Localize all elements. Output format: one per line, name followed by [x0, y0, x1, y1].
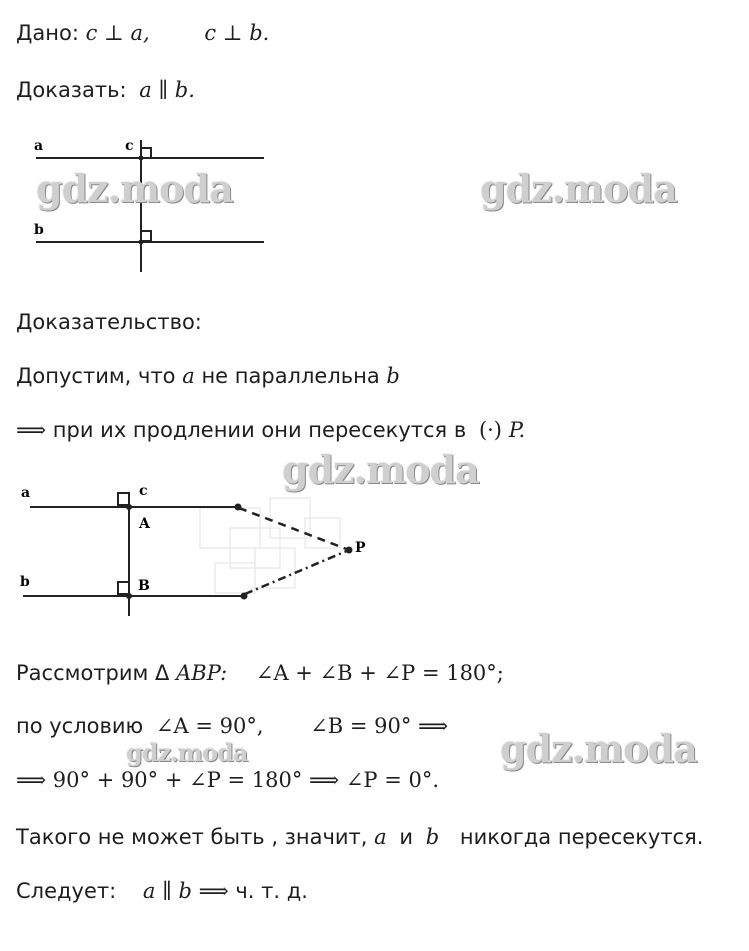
proof-heading: Доказательство: — [16, 310, 202, 334]
implies-line — [16, 417, 525, 443]
consider-equation: ∠A + ∠B + ∠P = 180°; — [255, 661, 504, 685]
faint-grid — [200, 498, 340, 593]
implies-text: при их продлении они пересекутся в — [52, 418, 467, 442]
figure-2-diagram — [15, 478, 375, 618]
given-rel-1: c ⊥ a, — [85, 21, 150, 45]
fig2-label-P: P — [355, 540, 366, 556]
impossible-line — [16, 824, 703, 850]
consider-line — [16, 660, 504, 686]
conclusion-line — [16, 878, 308, 904]
consider-text: Рассмотрим Δ — [16, 661, 170, 685]
result-line: ⟹ 90° + 90° + ∠P = 180° ⟹ ∠P = 0°. — [16, 768, 440, 792]
watermark-4: gdz.moda — [500, 726, 697, 771]
impossible-and: и — [399, 825, 414, 849]
watermark-3: gdz.moda — [282, 447, 479, 492]
impossible-b: b — [425, 825, 440, 849]
fig1-label-c: c — [125, 138, 134, 154]
condition-eq-A: ∠A = 90°, — [155, 714, 264, 738]
watermark-2: gdz.moda — [480, 166, 677, 211]
conclusion-qed: ч. т. д. — [235, 879, 308, 903]
consider-triangle: ABP: — [176, 661, 228, 685]
impossible-text-2: никогда пересекутся. — [459, 825, 704, 849]
assume-line — [16, 363, 400, 389]
impossible-text-1: Такого не может быть , значит, — [16, 825, 368, 849]
given-rel-2: c ⊥ b. — [204, 21, 270, 45]
fig2-label-a: a — [21, 485, 31, 501]
assume-text-1: Допустим, что — [16, 364, 176, 388]
fig1-label-a: a — [34, 138, 44, 154]
conclusion-label: Следует: — [16, 879, 117, 903]
prove-label: Доказать: — [16, 78, 127, 102]
condition-text: по условию — [16, 714, 144, 738]
assume-a: a — [182, 364, 195, 388]
watermark-5: gdz.moda — [126, 738, 248, 767]
fig2-label-b: b — [20, 574, 30, 590]
conclusion-eq: a ∥ b ⟹ — [142, 879, 229, 903]
fig1-label-b: b — [34, 222, 44, 238]
prove-line — [16, 77, 195, 103]
prove-rel: a ∥ b. — [139, 78, 195, 102]
given-label: Дано: — [16, 21, 79, 45]
fig2-label-A: A — [139, 516, 150, 532]
given-line — [16, 20, 269, 46]
watermark-1: gdz.moda — [36, 166, 233, 211]
assume-text-2: не параллельна — [201, 364, 380, 388]
fig2-label-c: c — [139, 483, 148, 499]
implies-arrow: ⟹ — [16, 418, 47, 442]
assume-b: b — [386, 364, 400, 388]
condition-line — [16, 713, 448, 739]
implies-point: (·) — [478, 418, 502, 442]
impossible-a: a — [374, 825, 387, 849]
fig2-label-B: B — [138, 578, 150, 594]
condition-eq-B: ∠B = 90° ⟹ — [310, 714, 449, 738]
implies-P: P. — [508, 418, 526, 442]
